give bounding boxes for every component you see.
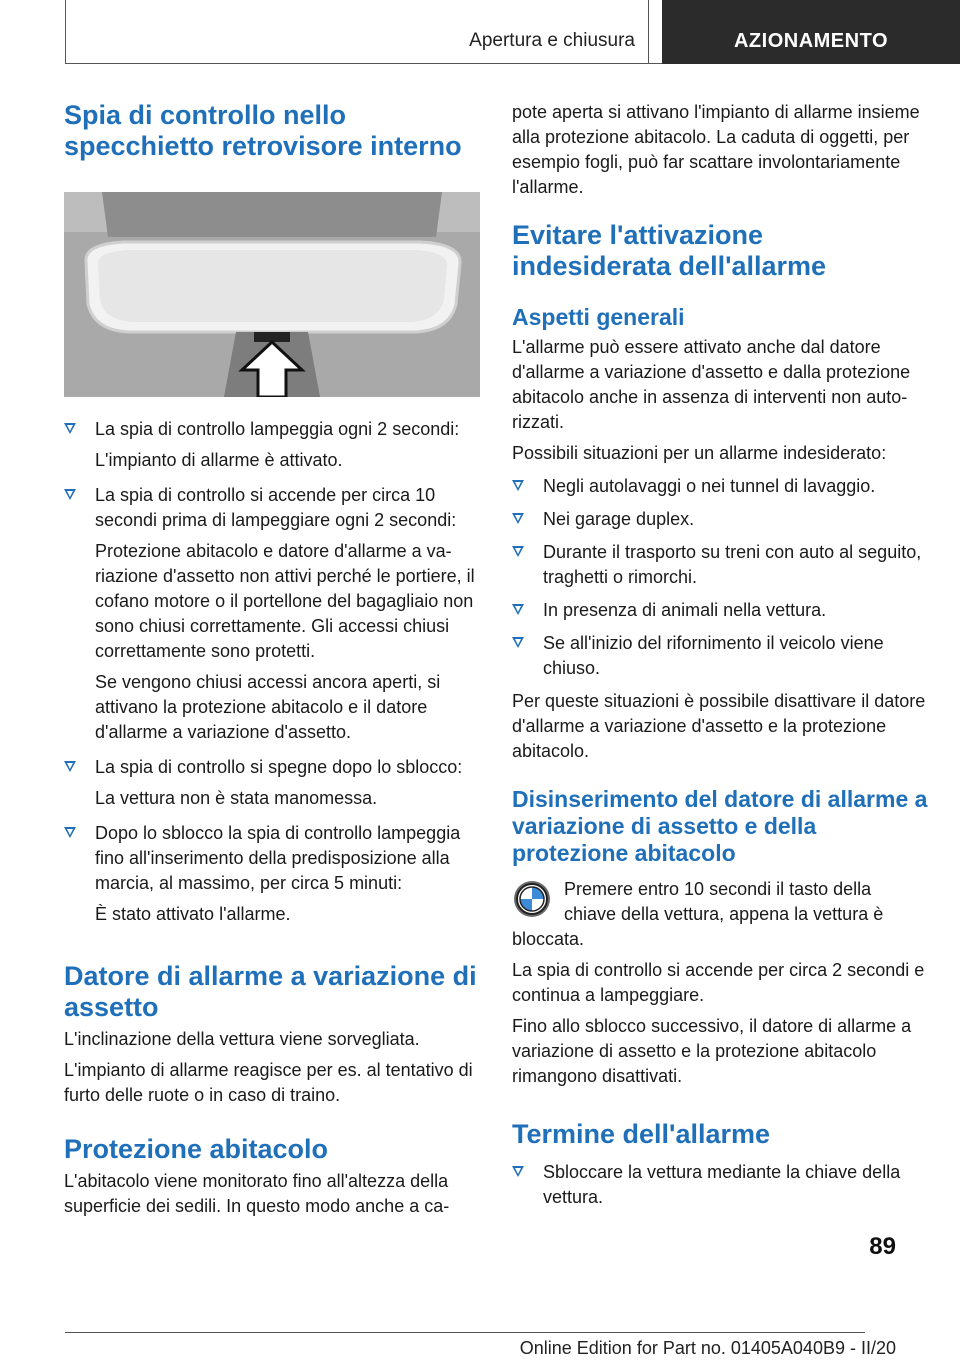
list-item: Sbloccare la vettura mediante la chiave della vettura. (512, 1160, 928, 1210)
bullet-triangle-icon (512, 546, 524, 557)
bullet-triangle-icon (512, 480, 524, 491)
list-item: Se all'inizio del rifornimento il veicolo viene chiuso. (512, 631, 928, 681)
bullet-triangle-icon (512, 637, 524, 648)
key-instruction (512, 877, 928, 927)
list-item: Negli autolavaggi o nei tunnel di lavaggio. (512, 474, 928, 499)
list-item: La spia di controllo si accende per circa 10 secondi prima di lampeggiare ogni 2 secondi: (64, 483, 480, 533)
paragraph: L'allarme può essere attivato anche dal datore d'allarme a variazione d'assetto e dalla protezione abitacolo anche in assenza di interventi non autorizzati. (512, 337, 911, 432)
left-column (64, 100, 480, 1219)
header-chapter-label: AZIONAMENTO (733, 30, 888, 52)
heading-disinserimento: Disinserimento del datore di allarme a variazione di assetto e della protezione abitacolo (512, 786, 928, 866)
heading-spia: Spia di controllo nello specchietto retrovisore interno (64, 100, 462, 161)
bullet-triangle-icon (512, 604, 524, 615)
car-key-lock-icon (512, 879, 552, 919)
header-bottom-rule (65, 63, 662, 64)
heading-evitare: Evitare l'attivazione indesiderata dell'allarme (512, 220, 827, 281)
bullet-triangle-icon (512, 513, 524, 524)
heading-aspetti: Aspetti generali (512, 304, 685, 330)
header-chapter-tab (662, 0, 960, 64)
list-item: In presenza di animali nella vettura. (512, 598, 928, 623)
bullet-triangle-icon (512, 1166, 524, 1177)
header-section-title: Apertura e chiusura (469, 30, 635, 51)
header-left-rule (65, 0, 66, 64)
footer-edition: Online Edition for Part no. 01405A040B9 - II/20 (519, 1338, 896, 1358)
mirror-illustration (64, 192, 480, 397)
list-item-detail: La vettura non è stata manomessa. (95, 788, 378, 808)
header-divider (648, 0, 649, 64)
page-number: 89 (869, 1233, 896, 1260)
list-item: La spia di controllo si spegne dopo lo sblocco: (64, 755, 480, 780)
bullet-triangle-icon (64, 827, 76, 838)
list-item-detail: L'impianto di allarme è attivato. (95, 450, 343, 470)
paragraph: L'abitacolo viene monitorato fino all'altezza della superficie dei sedili. In questo modo anche a ca- (64, 1171, 450, 1216)
list-item: Nei garage duplex. (512, 507, 928, 532)
paragraph: Possibili situazioni per un allarme indesiderato: (512, 443, 887, 463)
bullet-triangle-icon (64, 489, 76, 500)
paragraph: pote aperta si attivano l'impianto di allarme insieme alla protezione abitacolo. La caduta di oggetti, per esempio fogli, può far scattare involontariamente l'allarme. (512, 102, 920, 197)
heading-datore: Datore di allarme a variazione di assetto (64, 961, 477, 1022)
list-item: Dopo lo sblocco la spia di controllo lampeggia fino all'inserimento della predisposizione alla marcia, al massimo, per circa 5 minuti: (64, 821, 480, 896)
footer-rule (65, 1332, 865, 1333)
list-item: Durante il trasporto su treni con auto al seguito, traghetti o rimorchi. (512, 540, 928, 590)
bullet-triangle-icon (64, 423, 76, 434)
list-item-detail: Protezione abitacolo e datore d'allarme a variazione d'assetto non attivi perché le portiere, il cofano motore o il portellone del bagagliaio non sono chiusi correttamente. Gli accessi chiusi correttamente sono protetti. (95, 541, 475, 661)
heading-termine: Termine dell'allarme (512, 1119, 771, 1149)
paragraph: Fino allo sblocco successivo, il datore di allarme a variazione di assetto e la protezione abitacolo rimangono disattivati. (512, 1016, 912, 1086)
list-item-detail: Se vengono chiusi accessi ancora aperti, si attivano la protezione abitacolo e il datore d'allarme a variazione d'assetto. (95, 672, 441, 742)
paragraph: L'impianto di allarme reagisce per es. al tentativo di furto delle ruote o in caso di traino. (64, 1060, 473, 1105)
list-item: La spia di controllo lampeggia ogni 2 secondi: (64, 417, 480, 442)
bullet-triangle-icon (64, 761, 76, 772)
right-column (512, 100, 928, 1210)
heading-protezione: Protezione abitacolo (64, 1134, 329, 1164)
paragraph: Premere entro 10 secondi il tasto della chiave della vettura, appena la vettura è (564, 879, 884, 924)
paragraph: L'inclinazione della vettura viene sorvegliata. (64, 1029, 420, 1049)
paragraph: bloccata. (512, 929, 585, 949)
list-item-detail: È stato attivato l'allarme. (95, 904, 291, 924)
paragraph: La spia di controllo si accende per circa 2 secondi e continua a lampeggiare. (512, 960, 925, 1005)
paragraph: Per queste situazioni è possibile disattivare il datore d'allarme a variazione d'assetto e la protezione abitacolo. (512, 691, 926, 761)
